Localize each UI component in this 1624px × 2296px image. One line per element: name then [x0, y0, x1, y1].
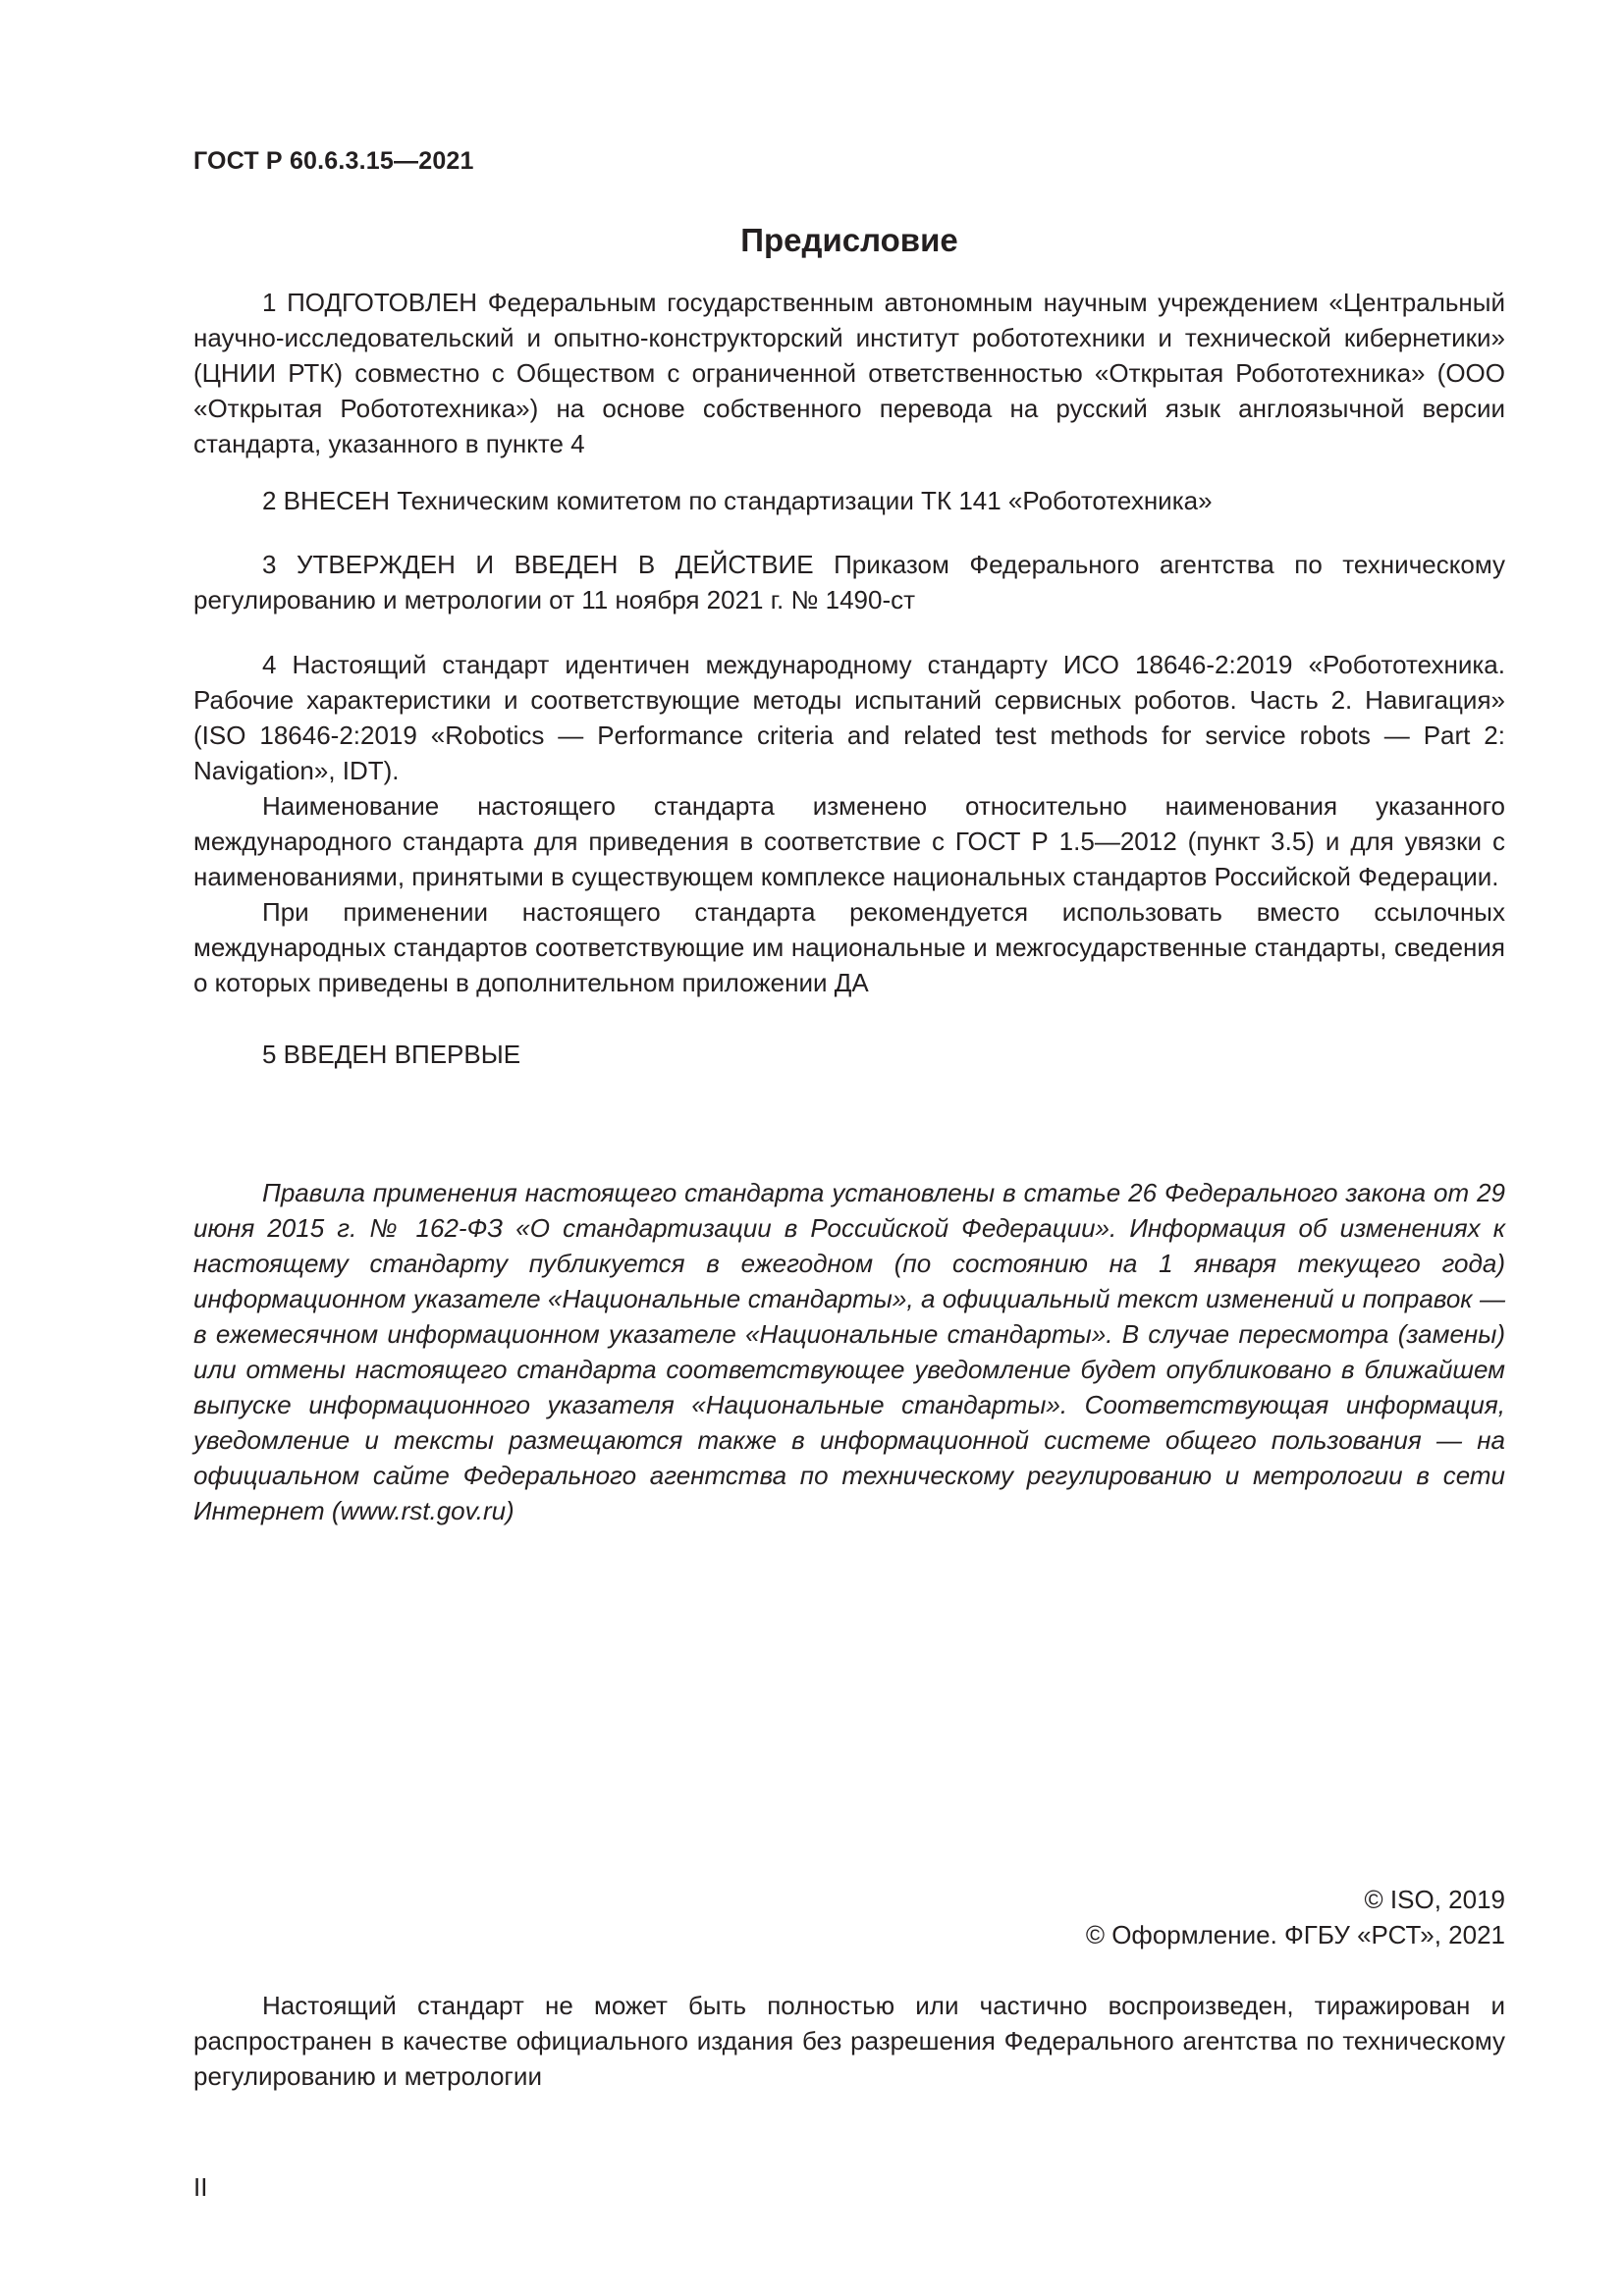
standard-code: ГОСТ Р 60.6.3.15—2021 — [193, 147, 474, 175]
section-1 — [193, 285, 1505, 461]
rules-note-text: Правила применения настоящего стандарта установлены в статье 26 Федерального закона от 29 июня 2015 г. № 162-ФЗ «О стандартизации в Российской Федерации». Информация об изменениях к настоящему стандарту публикуется в ежегодном (по состоянию на 1 января текущего года) информационном указателе «Национальные стандарты», а официальный текст изменений и поправок — в ежемесячном информационном указателе «Национальные стандарты». В случае пересмотра (замены) или отмены настоящего стандарта соответствующее уведомление будет опубликовано в ближайшем выпуске информационного указателя «Национальные стандарты». Соответствующая информация, уведомление и тексты размещаются также в информационной системе общего пользования — на официальном сайте Федерального агентства по техническому регулированию и метрологии в сети Интернет (www.rst.gov.ru) — [193, 1178, 1505, 1525]
section-5-text: 5 ВВЕДЕН ВПЕРВЫЕ — [262, 1040, 521, 1069]
section-4-paragraph-2: Наименование настоящего стандарта изменено относительно наименования указанного международного стандарта для приведения в соответствие с ГОСТ Р 1.5—2012 (пункт 3.5) и для увязки с наименованиями, принятыми в существующем комплексе национальных стандартов Российской Федерации. — [193, 791, 1505, 891]
reproduction-notice — [193, 1988, 1505, 2094]
section-2 — [193, 483, 1505, 518]
section-4-paragraph-3: При применении настоящего стандарта рекомендуется использовать вместо ссылочных международных стандартов соответствующие им национальные и межгосударственные стандарты, сведения о которых приведены в дополнительном приложении ДА — [193, 897, 1505, 997]
reproduction-notice-text: Настоящий стандарт не может быть полностью или частично воспроизведен, тиражирован и распространен в качестве официального издания без разрешения Федерального агентства по техническому регулированию и метрологии — [193, 1991, 1505, 2091]
rules-note — [193, 1175, 1505, 1528]
section-5 — [193, 1037, 1505, 1072]
section-3 — [193, 547, 1505, 617]
copyright-design: © Оформление. ФГБУ «РСТ», 2021 — [1085, 1920, 1505, 1949]
section-2-text: 2 ВНЕСЕН Техническим комитетом по стандартизации ТК 141 «Робототехника» — [262, 486, 1213, 515]
copyright-block — [622, 1882, 1505, 1952]
page-title: Предисловие — [740, 222, 958, 258]
page-number: II — [193, 2172, 208, 2202]
section-3-text: 3 УТВЕРЖДЕН И ВВЕДЕН В ДЕЙСТВИЕ Приказом Федерального агентства по техническому регулированию и метрологии от 11 ноября 2021 г. № 1490-ст — [193, 550, 1505, 614]
copyright-iso: © ISO, 2019 — [1364, 1885, 1505, 1914]
section-4-paragraph-1: 4 Настоящий стандарт идентичен международному стандарту ИСО 18646-2:2019 «Робототехника. Рабочие характеристики и соответствующие методы испытаний сервисных роботов. Часть 2. Навигация» (ISO 18646-2:2019 «Robotics — Performance criteria and related test methods for service robots — Part 2: Navigation», IDT). — [193, 650, 1505, 785]
section-1-text: 1 ПОДГОТОВЛЕН Федеральным государственным автономным научным учреждением «Центральный научно-исследовательский и опытно-конструкторский институт робототехники и технической кибернетики» (ЦНИИ РТК) совместно с Обществом с ограниченной ответственностью «Открытая Робототехника» (ООО «Открытая Робототехника») на основе собственного перевода на русский язык англоязычной версии стандарта, указанного в пункте 4 — [193, 288, 1505, 458]
section-4 — [193, 647, 1505, 1000]
